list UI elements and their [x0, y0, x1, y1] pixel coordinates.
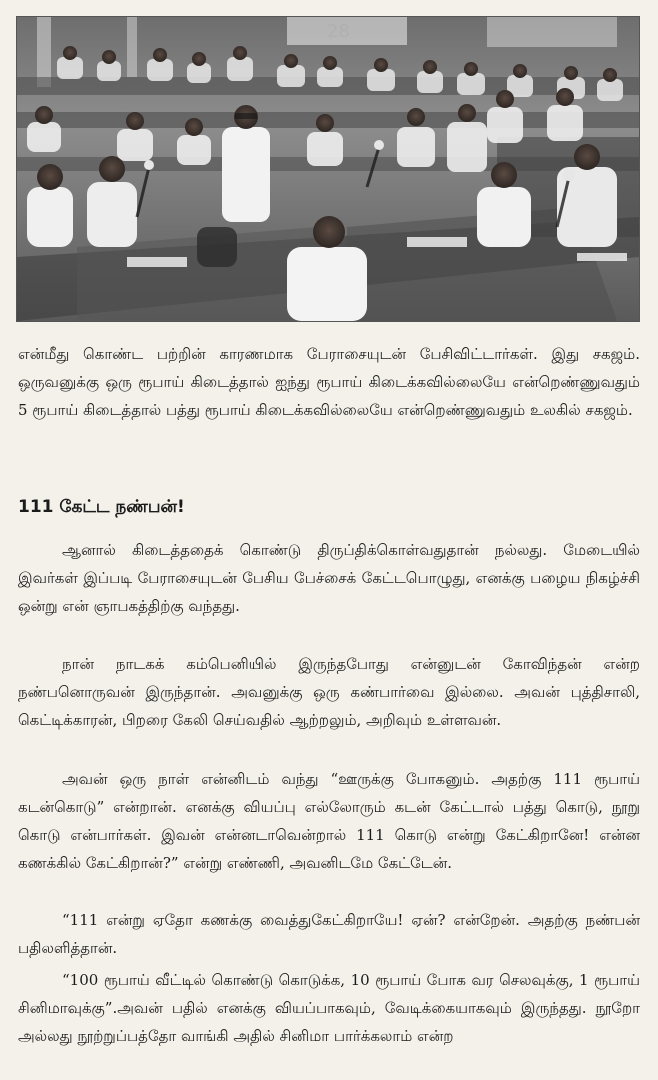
paragraph-1: என்மீது கொண்ட பற்றின் காரணமாக பேராசையுடன் பேசிவிட்டார்கள். இது சகஜம். ஒருவனுக்கு ஒரு ரூபாய் கிடைத்தால் ஐந்து ரூபாய் கிடைக்கவில்லையே என்றெண்ணுவதும் 5 ரூபாய் கிடைத்தால் பத்து ரூபாய் கிடைக்கவில்லையே என்றெண்ணுவதும் உலகில் சகஜம். [18, 345, 640, 419]
paragraph-2: ஆனால் கிடைத்ததைக் கொண்டு திருப்திக்கொள்வதுதான் நல்லது. மேடையில் இவர்கள் இப்படி பேராசையுடன் பேசிய பேச்சைக் கேட்டபொழுது, எனக்கு பழைய நிகழ்ச்சி ஒன்று என் ஞாபகத்திற்கு வந்தது. [18, 541, 640, 615]
assembly-hall-photo-illustration [17, 17, 639, 321]
assembly-hall-photo [16, 16, 640, 322]
paragraph-5: “111 என்று ஏதோ கணக்கு வைத்துகேட்கிறாயே! ஏன்? என்றேன். அதற்கு நண்பன் பதிலளித்தான். [18, 911, 640, 957]
paragraph-3: நான் நாடகக் கம்பெனியில் இருந்தபோது என்னுடன் கோவிந்தன் என்ற நண்பனொருவன் இருந்தான். அவனுக்கு ஒரு கண்பார்வை இல்லை. அவன் புத்திசாலி, கெட்டிக்காரன், பிறரை கேலி செய்வதில் ஆற்றலும், அறிவும் உள்ளவன். [18, 655, 640, 729]
paragraph-4: அவன் ஒரு நாள் என்னிடம் வந்து “ஊருக்கு போகனும். அதற்கு 111 ரூபாய் கடன்கொடு” என்றான். எனக்கு வியப்பு எல்லோரும் கடன் கேட்டால் பத்து கொடு, நூறு கொடு என்பார்கள். இவன் என்னடாவென்றால் 111 கொடு என்று கேட்கிறானே! என்ன கணக்கில் கேட்கிறான்?” என்று எண்ணி, அவனிடமே கேட்டேன். [18, 770, 640, 872]
photo-page-number: 28 [327, 21, 350, 42]
section-heading: 111 கேட்ட நண்பன்! [18, 497, 185, 517]
paragraph-6: “100 ரூபாய் வீட்டில் கொண்டு கொடுக்க, 10 ரூபாய் போக வர செலவுக்கு, 1 ரூபாய் சினிமாவுக்கு”.அவன் பதில் எனக்கு வியப்பாகவும், வேடிக்கையாகவும் இருந்தது. நூறோ அல்லது நூற்றுப்பத்தோ வாங்கி அதில் சினிமா பார்க்கலாம் என்ற [18, 971, 640, 1045]
